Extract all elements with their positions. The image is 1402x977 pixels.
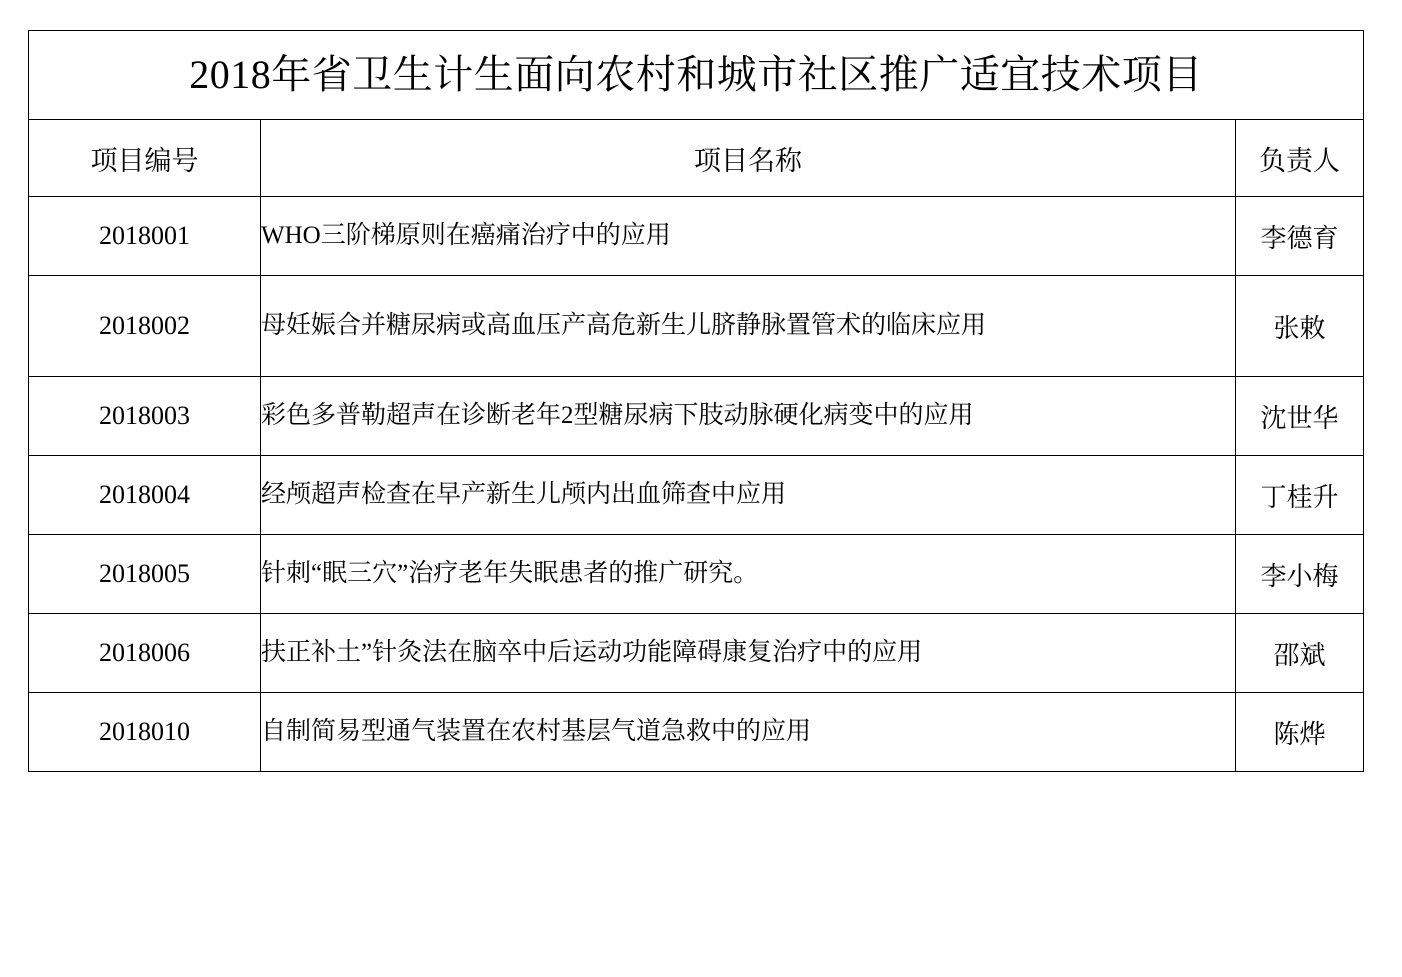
table-row (29, 377, 1364, 456)
project-code: 2018003 (29, 377, 261, 456)
project-owner: 沈世华 (1236, 377, 1364, 456)
project-owner: 张敕 (1236, 276, 1364, 377)
project-code: 2018002 (29, 276, 261, 377)
column-header-owner: 负责人 (1236, 120, 1364, 197)
project-code: 2018001 (29, 197, 261, 276)
project-name: WHO三阶梯原则在癌痛治疗中的应用 (261, 197, 1236, 276)
table-row (29, 535, 1364, 614)
project-owner: 李德育 (1236, 197, 1364, 276)
title-row (29, 31, 1364, 120)
projects-table (28, 30, 1364, 772)
project-name: 扶正补土”针灸法在脑卒中后运动功能障碍康复治疗中的应用 (261, 614, 1236, 693)
project-name: 母妊娠合并糖尿病或高血压产高危新生儿脐静脉置管术的临床应用 (261, 276, 1236, 377)
project-code: 2018010 (29, 693, 261, 772)
document-title: 2018年省卫生计生面向农村和城市社区推广适宜技术项目 (29, 31, 1364, 120)
table-row (29, 197, 1364, 276)
project-code: 2018006 (29, 614, 261, 693)
project-owner: 陈烨 (1236, 693, 1364, 772)
column-header-code: 项目编号 (29, 120, 261, 197)
project-code: 2018004 (29, 456, 261, 535)
header-row (29, 120, 1364, 197)
table-row (29, 276, 1364, 377)
project-name: 彩色多普勒超声在诊断老年2型糖尿病下肢动脉硬化病变中的应用 (261, 377, 1236, 456)
project-owner: 邵斌 (1236, 614, 1364, 693)
project-name: 自制简易型通气装置在农村基层气道急救中的应用 (261, 693, 1236, 772)
project-owner: 丁桂升 (1236, 456, 1364, 535)
table-row (29, 693, 1364, 772)
project-name: 针刺“眠三穴”治疗老年失眠患者的推广研究。 (261, 535, 1236, 614)
project-code: 2018005 (29, 535, 261, 614)
project-owner: 李小梅 (1236, 535, 1364, 614)
table-row (29, 614, 1364, 693)
table-row (29, 456, 1364, 535)
column-header-name: 项目名称 (261, 120, 1236, 197)
project-name: 经颅超声检查在早产新生儿颅内出血筛查中应用 (261, 456, 1236, 535)
